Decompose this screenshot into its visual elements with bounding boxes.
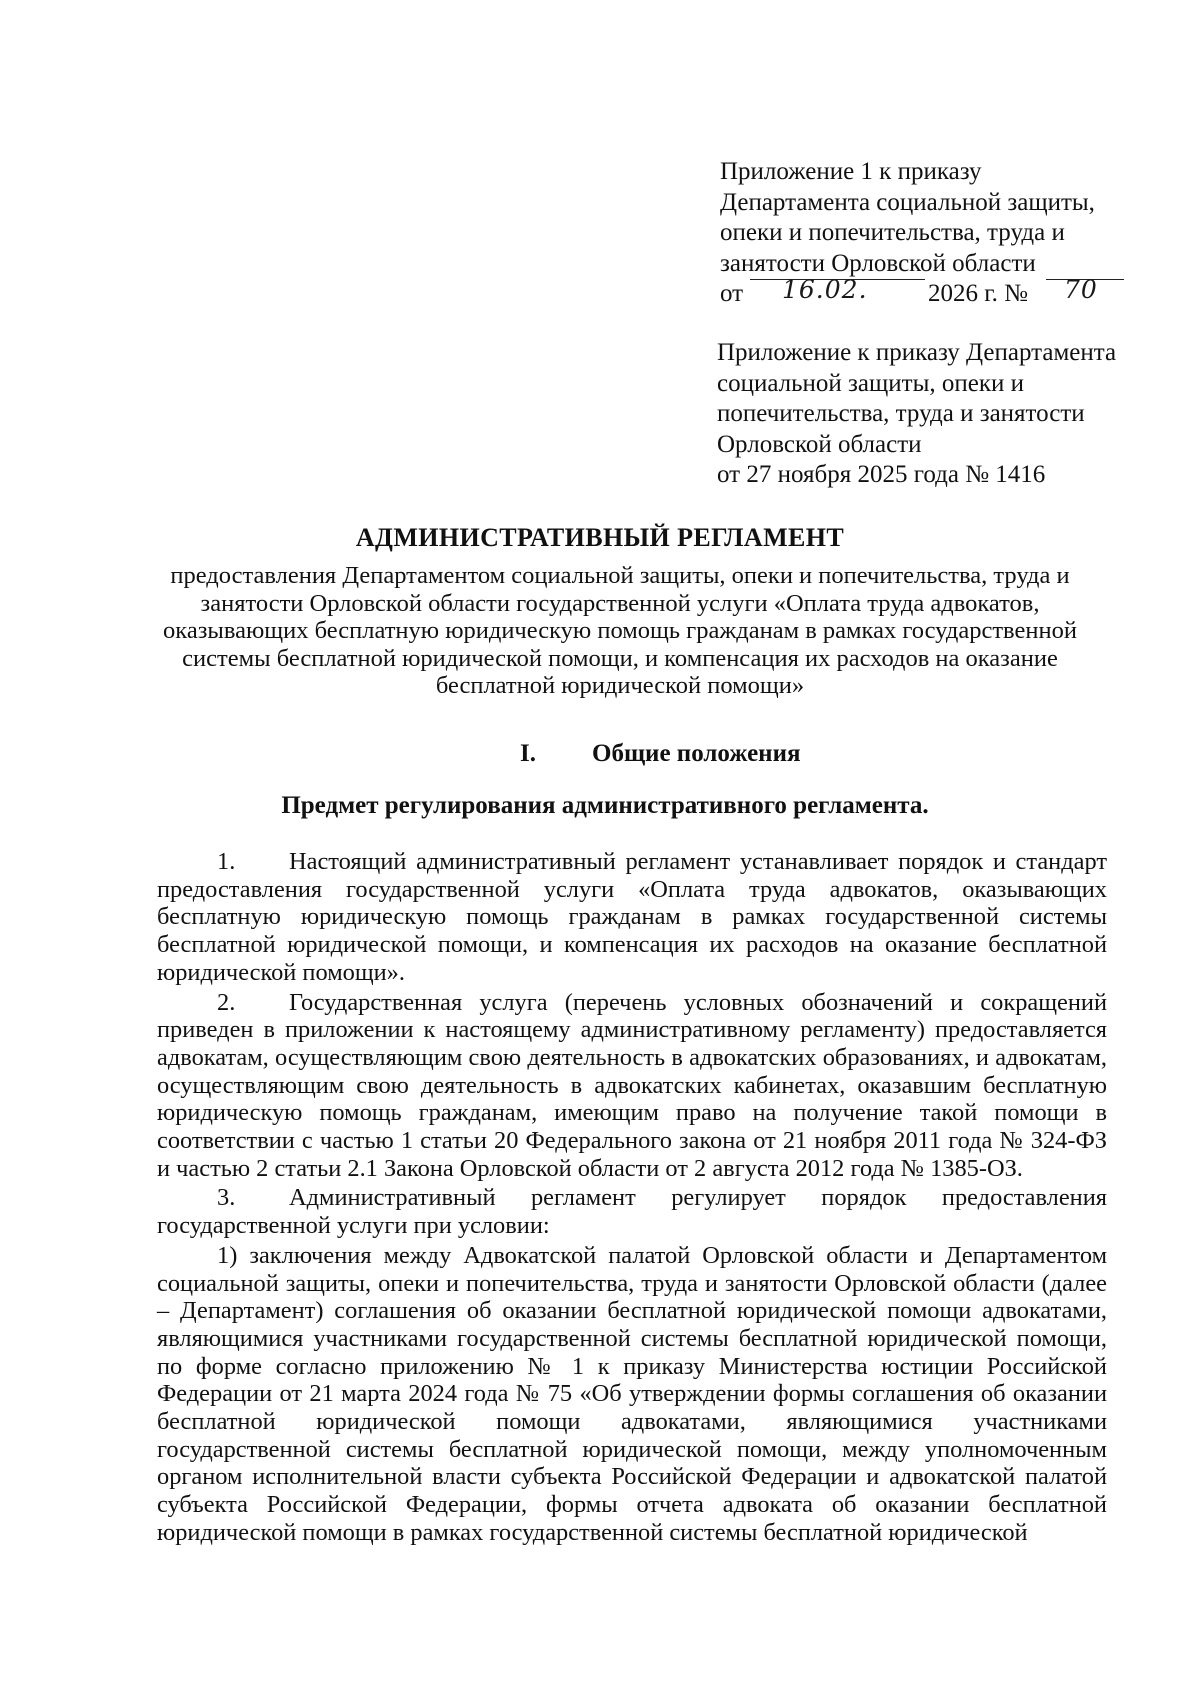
paragraph-text: Административный регламент регулирует порядок предоставления государственной услуги при условии: — [157, 1184, 1107, 1240]
paragraph-number: 1. — [217, 848, 236, 875]
appendix-2-line: попечительства, труда и занятости — [717, 400, 1085, 427]
document-title: АДМИНИСТРАТИВНЫЙ РЕГЛАМЕНТ — [355, 523, 845, 552]
date-prefix: от — [720, 280, 744, 307]
appendix-2-line: Приложение к приказу Департамента — [717, 339, 1117, 366]
appendix-1-line: занятости Орловской области — [720, 249, 1036, 277]
paragraph-text: Настоящий административный регламент устанавливает порядок и стандарт предоставления государственной услуги «Оплата труда адвокатов, оказывающих бесплатную юридическую помощь гражданам в рамках государственной системы бесплатной юридической помощи, и компенсация их расходов на оказание бесплатной юридической помощи». — [157, 848, 1107, 986]
subtitle-line: занятости Орловской области государственной услуги «Оплата труда адвокатов, — [200, 589, 1040, 617]
section-number: I. — [520, 740, 536, 767]
subtitle-line: бесплатной юридической помощи» — [435, 672, 805, 699]
handwritten-number: 70 — [1064, 275, 1098, 304]
appendix-1-date-line — [720, 275, 1120, 310]
paragraph-number: 3. — [217, 1184, 236, 1212]
list-item: 1) заключения между Адвокатской палатой Орловской области и Департаментом социальной защиты, опеки и попечительства, труда и занятости Орловской области (далее – Департамент) соглашения об оказании бесплатной юридической помощи адвокатами, являющимися участниками государственной системы бесплатной юридической помощи, по форме согласно приложению № 1 к приказу Министерства юстиции Российской Федерации от 21 марта 2024 года № 75 «Об утверждении формы соглашения об оказании бесплатной юридической помощи адвокатами, являющимися участниками государственной системы бесплатной юридической помощи, между уполномоченным органом исполнительной власти субъекта Российской Федерации и адвокатской палатой субъекта Российской Федерации, формы отчета адвоката об оказании бесплатной юридической помощи в рамках государственной системы бесплатной юридической — [157, 1241, 1107, 1546]
appendix-1-block — [720, 157, 1120, 310]
paragraph-number: 2. — [217, 988, 236, 1016]
paragraph-2 — [157, 989, 1107, 1183]
appendix-2-line: социальной защиты, опеки и — [717, 369, 1025, 397]
subtitle-line: оказывающих бесплатную юридическую помощь гражданам в рамках государственной — [163, 617, 1077, 644]
appendix-1-line: Приложение 1 к приказу — [720, 158, 982, 185]
appendix-2-line: Орловской области — [717, 430, 922, 458]
document-subtitle — [150, 562, 1090, 700]
year-number-label: 2026 г. № — [928, 280, 1029, 307]
subtitle-line: системы бесплатной юридической помощи, и компенсация их расходов на оказание — [182, 644, 1058, 672]
paragraph-3 — [157, 1184, 1107, 1239]
paragraph-1 — [157, 848, 1107, 987]
appendix-2-block — [717, 338, 1117, 491]
paragraph-text: Государственная услуга (перечень условных обозначений и сокращений приведен в приложении к настоящему административному регламенту) предоставляется адвокатам, осуществляющим свою деятельность в адвокатских образованиях, и адвокатам, осуществляющим свою деятельность в адвокатских кабинетах, оказавшим бесплатную юридическую помощь гражданам, имеющим право на получение такой помощи в соответствии с частью 1 статьи 20 Федерального закона от 21 ноября 2011 года № 324-ФЗ и частью 2 статьи 2.1 Закона Орловской области от 2 августа 2012 года № 1385-ОЗ. — [157, 988, 1107, 1182]
document-body — [157, 848, 1107, 1549]
section-title: Общие положения — [592, 740, 801, 767]
appendix-1-line: Департамента социальной защиты, — [720, 188, 1095, 216]
subsection-title: Предмет регулирования административного регламента. — [281, 792, 929, 819]
subtitle-line: предоставления Департаментом социальной защиты, опеки и попечительства, труда и — [170, 562, 1070, 589]
appendix-2-line: от 27 ноября 2025 года № 1416 — [717, 461, 1046, 488]
handwritten-date: 16.02. — [782, 275, 868, 304]
appendix-1-line: опеки и попечительства, труда и — [720, 219, 1065, 246]
